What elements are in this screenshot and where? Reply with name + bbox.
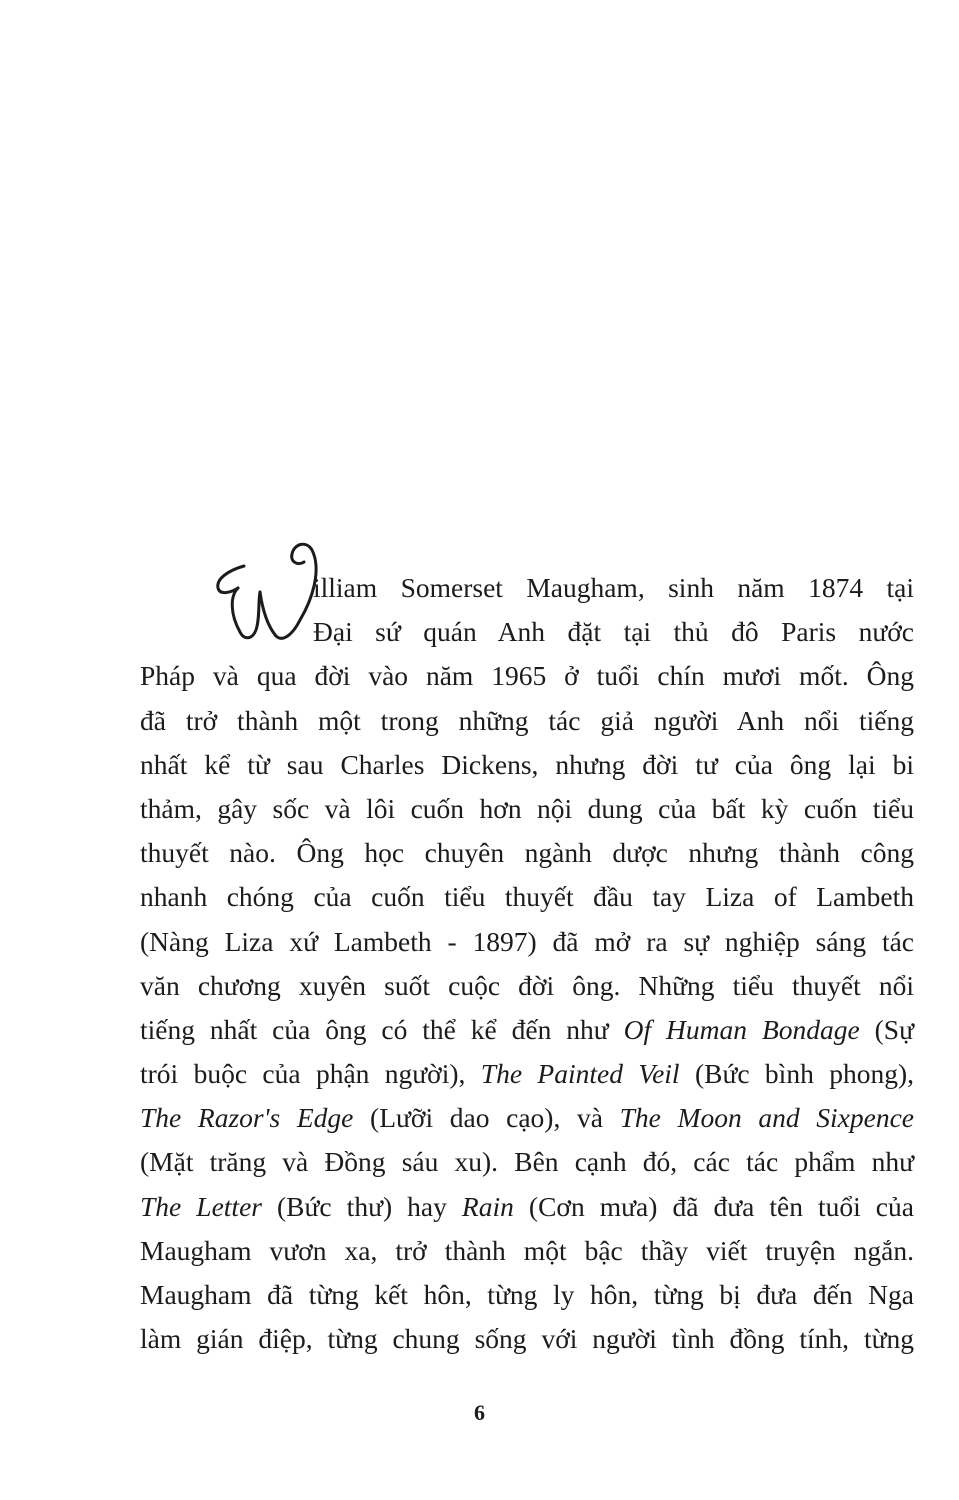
text-line <box>140 920 914 964</box>
text-segment: Maugham đã từng kết hôn, từng ly hôn, từng bị đưa đến Nga <box>140 1279 914 1310</box>
book-title: The Razor's Edge <box>140 1102 354 1134</box>
text-line <box>140 787 914 831</box>
text-line <box>140 1096 914 1140</box>
text-line <box>140 743 914 787</box>
text-line <box>140 1140 914 1184</box>
book-title: The Moon and Sixpence <box>619 1102 914 1134</box>
text-line <box>140 1008 914 1052</box>
text-line <box>140 1317 914 1361</box>
book-title: Of Human Bondage <box>623 1013 860 1045</box>
text-line <box>140 654 914 698</box>
text-segment: Đại sứ quán Anh đặt tại thủ đô Paris nước <box>313 616 914 648</box>
text-segment: đã trở thành một trong những tác giả người Anh nổi tiếng <box>140 704 914 736</box>
text-segment: (Nàng Liza xứ Lambeth - 1897) đã mở ra sự nghiệp sáng tác <box>140 925 914 957</box>
text-segment: (Cơn mưa) đã đưa tên tuổi của <box>513 1190 914 1222</box>
text-segment: Pháp và qua đời vào năm 1965 ở tuổi chín mươi mốt. Ông <box>140 660 914 692</box>
text-segment: nhất kể từ sau Charles Dickens, nhưng đời tư của ông lại bi <box>140 748 914 780</box>
text-line <box>140 1185 914 1229</box>
text-segment: (Bức bình phong), <box>679 1058 914 1090</box>
text-line <box>140 1052 914 1096</box>
text-segment: tiếng nhất của ông có thể kể đến như <box>140 1013 624 1045</box>
text-line <box>140 699 914 743</box>
book-title: Rain <box>461 1190 514 1222</box>
text-line <box>140 566 914 610</box>
text-segment: trói buộc của phận người), <box>140 1058 481 1090</box>
text-segment: làm gián điệp, từng chung sống với người tình đồng tính, từng <box>140 1323 914 1355</box>
text-line <box>140 1229 914 1273</box>
text-line <box>140 964 914 1008</box>
text-line <box>140 831 914 875</box>
text-segment: nhanh chóng của cuốn tiểu thuyết đầu tay Liza of Lambeth <box>140 881 914 913</box>
text-line <box>140 1273 914 1317</box>
book-title: The Letter <box>140 1190 262 1222</box>
text-segment: thảm, gây sốc và lôi cuốn hơn nội dung của bất kỳ cuốn tiểu <box>140 792 914 824</box>
text-segment: văn chương xuyên suốt cuộc đời ông. Những tiểu thuyết nổi <box>140 969 914 1001</box>
body-paragraph <box>140 566 914 1361</box>
text-line <box>140 610 914 654</box>
text-segment: (Lưỡi dao cạo), và <box>353 1102 620 1134</box>
text-segment: illiam Somerset Maugham, sinh năm 1874 tại <box>313 572 914 603</box>
text-segment: thuyết nào. Ông học chuyên ngành dược nhưng thành công <box>140 837 914 869</box>
text-line <box>140 875 914 919</box>
page-number: 6 <box>474 1400 485 1425</box>
text-segment: (Mặt trăng và Đồng sáu xu). Bên cạnh đó, các tác phẩm như <box>140 1146 914 1178</box>
book-title: The Painted Veil <box>480 1058 680 1090</box>
text-segment: Maugham vươn xa, trở thành một bậc thầy viết truyện ngắn. <box>140 1234 914 1266</box>
text-segment: (Bức thư) hay <box>261 1190 462 1222</box>
text-segment: (Sự <box>859 1013 914 1045</box>
